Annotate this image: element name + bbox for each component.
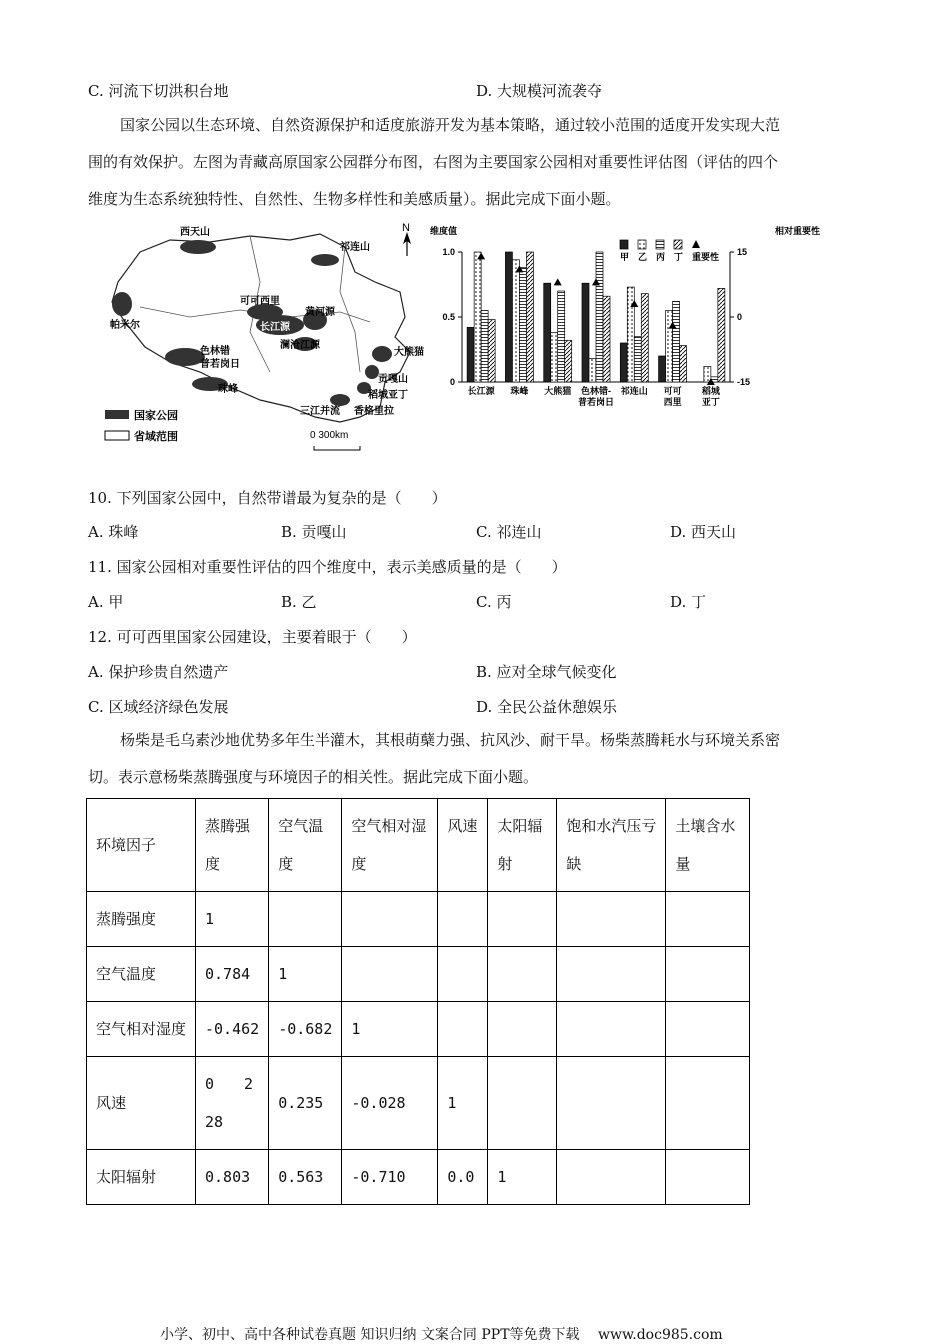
table-cell: [666, 947, 750, 1002]
q10-option-b: B. 贡嘎山: [281, 523, 347, 541]
category-label: 可可: [663, 386, 682, 396]
q11-option-a: A. 甲: [88, 593, 124, 611]
table-header-cell: 土壤含水量: [666, 799, 750, 892]
q9-option-c: C. 河流下切洪积台地: [88, 82, 229, 100]
table-cell: 0.0: [438, 1150, 488, 1205]
table-cell: 空气温度: [87, 947, 196, 1002]
intro-paragraph-2: [88, 722, 863, 796]
chart-left-axis-title: 维度值: [430, 226, 458, 236]
table-cell: 0.803: [196, 1150, 269, 1205]
table-cell: -0.028: [342, 1057, 438, 1150]
table-cell: [666, 892, 750, 947]
q10-option-c: C. 祁连山: [476, 523, 542, 541]
table-cell: 空气相对湿度: [87, 1002, 196, 1057]
category-label: 稻城: [701, 386, 720, 396]
bar-甲: [659, 356, 666, 382]
category-label: 祁连山: [620, 386, 648, 396]
table-cell: [557, 892, 666, 947]
table-cell: 1: [488, 1150, 557, 1205]
q9-option-d: D. 大规模河流袭夺: [476, 82, 603, 100]
q12-option-b: B. 应对全球气候变化: [476, 663, 617, 681]
legend-swatch-甲: [620, 240, 628, 249]
table-row: [87, 892, 750, 947]
north-label: N: [402, 222, 410, 234]
intro-line: 国家公园以生态环境、自然资源保护和适度旅游开发为基本策略，通过较小范围的适度开发实现大范: [120, 116, 781, 134]
table-cell: 0.784: [196, 947, 269, 1002]
park-sanjiang: [330, 394, 350, 406]
category-label: 大熊猫: [544, 386, 572, 396]
importance-chart: [430, 222, 840, 422]
table-cell: [342, 947, 438, 1002]
bar-乙: [589, 359, 596, 382]
bar-丙: [481, 311, 488, 383]
table-cell: 1: [269, 947, 342, 1002]
legend-label-importance: 重要性: [692, 252, 720, 262]
footer-text: 小学、初中、高中各种试卷真题 知识归纳 文案合同 PPT等免费下载 www.doc985.com: [160, 1327, 723, 1343]
park-xitianshan: [180, 240, 216, 254]
bar-丙: [673, 301, 680, 382]
park-qilianshan: [311, 254, 339, 266]
park-selincuo: [165, 348, 205, 366]
table-cell: 0.235: [269, 1057, 342, 1150]
intro-line: 围的有效保护。左图为青藏高原国家公园群分布图，右图为主要国家公园相对重要性评估图（评估的四个: [88, 153, 779, 171]
legend-swatch-丙: [656, 240, 664, 249]
q11-option-b: B. 乙: [281, 593, 317, 611]
q11-option-c: C. 丙: [476, 593, 512, 611]
bar-甲: [620, 343, 627, 382]
table-cell: 0 228: [196, 1057, 269, 1150]
table-cell: -0.710: [342, 1150, 438, 1205]
q10-option-d: D. 西天山: [670, 523, 737, 541]
question-10: 10. 下列国家公园中，自然带谱最为复杂的是（ ）: [88, 489, 447, 507]
q12-option-d: D. 全民公益休憩娱乐: [476, 698, 618, 716]
bar-丁: [641, 294, 648, 382]
table-header-cell: 饱和水汽压亏缺: [557, 799, 666, 892]
table-row: [87, 1057, 750, 1150]
table-header-cell: 蒸腾强度: [196, 799, 269, 892]
table-header-cell: 空气相对湿度: [342, 799, 438, 892]
legend-label-丁: 丁: [674, 252, 684, 262]
north-arrow-icon: [403, 232, 411, 256]
chart-left-tick-label: 1.0: [442, 247, 455, 257]
table-cell: 1: [196, 892, 269, 947]
bar-甲: [467, 327, 474, 382]
table-cell: 蒸腾强度: [87, 892, 196, 947]
table-cell: -0.462: [196, 1002, 269, 1057]
scale-bar: [314, 446, 360, 450]
map-label: 长江源: [260, 322, 290, 333]
bar-丁: [565, 340, 572, 382]
table-cell: [666, 1150, 750, 1205]
category-label: 亚丁: [701, 397, 720, 407]
legend-province-label: 省域范围: [134, 431, 178, 443]
map-label: 三江并流: [300, 406, 340, 417]
table-header-cell: 环境因子: [87, 799, 196, 892]
table-cell: [488, 1057, 557, 1150]
table-cell: [488, 947, 557, 1002]
table-cell: 0.563: [269, 1150, 342, 1205]
bar-乙: [474, 252, 481, 382]
table-cell: [342, 892, 438, 947]
legend-park-label: 国家公园: [134, 410, 178, 422]
map-label: 西天山: [180, 227, 210, 238]
bar-乙: [512, 260, 519, 382]
table-cell: [557, 947, 666, 1002]
bar-丙: [634, 337, 641, 383]
table-cell: 1: [342, 1002, 438, 1057]
table-cell: [488, 1002, 557, 1057]
map-label: 香格里拉: [354, 406, 394, 417]
bar-丁: [603, 296, 610, 382]
legend-province-swatch: [105, 431, 129, 440]
legend-swatch-丁: [674, 240, 682, 249]
q10-option-a: A. 珠峰: [88, 523, 139, 541]
table-row: [87, 947, 750, 1002]
table-cell: [557, 1002, 666, 1057]
chart-right-axis-title: 相对重要性: [775, 226, 821, 236]
bar-甲: [544, 283, 551, 382]
question-11: 11. 国家公园相对重要性评估的四个维度中，表示美感质量的是（ ）: [88, 558, 567, 576]
category-label: 珠峰: [510, 386, 529, 396]
bar-丁: [526, 252, 533, 382]
map-label: 稻城亚丁: [368, 390, 408, 401]
legend-label-乙: 乙: [638, 252, 648, 262]
table-cell: 太阳辐射: [87, 1150, 196, 1205]
intro-line: 维度为生态系统独特性、自然性、生物多样性和美感质量）。据此完成下面小题。: [88, 190, 621, 208]
q12-option-a: A. 保护珍贵自然遗产: [88, 663, 229, 681]
table-cell: [438, 947, 488, 1002]
intro-line: 切。表示意杨柴蒸腾强度与环境因子的相关性。据此完成下面小题。: [88, 768, 539, 786]
bar-乙: [704, 366, 711, 382]
map-label: 珠峰: [218, 384, 238, 395]
question-12: 12. 可可西里国家公园建设，主要着眼于（ ）: [88, 628, 417, 646]
chart-right-tick-label: 15: [737, 247, 748, 257]
map-label: 祁连山: [340, 242, 370, 253]
bar-丙: [558, 291, 565, 382]
table-header-cell: 太阳辐射: [488, 799, 557, 892]
table-row: [87, 1150, 750, 1205]
table-cell: 1: [438, 1057, 488, 1150]
map-label: 大熊猫: [394, 347, 424, 358]
intro-paragraph: [88, 107, 863, 218]
table-header-row: [87, 799, 750, 892]
table-cell: [666, 1002, 750, 1057]
table-cell: 风速: [87, 1057, 196, 1150]
category-label: 西里: [663, 397, 682, 407]
table-cell: -0.682: [269, 1002, 342, 1057]
correlation-table: [86, 798, 750, 1205]
bar-丙: [519, 268, 526, 382]
bar-丁: [718, 288, 725, 382]
table-cell: [557, 1150, 666, 1205]
table-header-cell: 风速: [438, 799, 488, 892]
table-cell: [269, 892, 342, 947]
scale-text: 0 300km: [310, 430, 349, 441]
table-cell: [438, 892, 488, 947]
park-gonggashan: [365, 365, 379, 379]
category-label: 长江源: [467, 386, 495, 396]
category-label: 色林错-: [581, 386, 611, 396]
map-label: 澜沧江源: [280, 340, 320, 351]
intro-line: 杨柴是毛乌素沙地优势多年生半灌木，其根萌蘖力强、抗风沙、耐干旱。杨柴蒸腾耗水与环境关系密: [120, 731, 781, 749]
map-label: 黄河源: [305, 307, 335, 318]
map-label: 普若岗日: [200, 359, 240, 370]
table-cell: [666, 1057, 750, 1150]
park-pamir: [112, 292, 132, 316]
table-row: [87, 1002, 750, 1057]
chart-right-tick-label: -15: [737, 377, 751, 387]
category-label: 普若岗日: [577, 397, 615, 407]
bar-丁: [488, 320, 495, 382]
legend-swatch-乙: [638, 240, 646, 249]
bar-甲: [582, 283, 589, 382]
bar-乙: [551, 333, 558, 382]
legend-importance-marker: [692, 240, 700, 248]
bar-乙: [627, 287, 634, 382]
chart-left-tick-label: 0.5: [442, 312, 455, 322]
national-park-map: [100, 222, 430, 457]
figure: [100, 222, 840, 457]
map-label: 可可西里: [240, 296, 280, 307]
legend-park-swatch: [105, 410, 129, 419]
park-daxiongmao: [372, 346, 392, 362]
bar-甲: [505, 252, 512, 382]
table-cell: [557, 1057, 666, 1150]
chart-right-tick-label: 0: [737, 312, 743, 322]
chart-left-tick-label: 0: [449, 377, 455, 387]
bar-乙: [666, 311, 673, 383]
importance-marker: [554, 278, 562, 285]
map-label: 色林错: [200, 346, 230, 357]
bar-丙: [596, 252, 603, 382]
map-label: 帕米尔: [110, 320, 140, 331]
legend-label-丙: 丙: [656, 252, 666, 262]
q12-option-c: C. 区域经济绿色发展: [88, 698, 229, 716]
table-header-cell: 空气温度: [269, 799, 342, 892]
map-label: 贡嘎山: [378, 374, 408, 385]
legend-label-甲: 甲: [620, 252, 630, 262]
table-cell: [488, 892, 557, 947]
bar-丁: [680, 346, 687, 382]
table-cell: [438, 1002, 488, 1057]
q11-option-d: D. 丁: [670, 593, 707, 611]
